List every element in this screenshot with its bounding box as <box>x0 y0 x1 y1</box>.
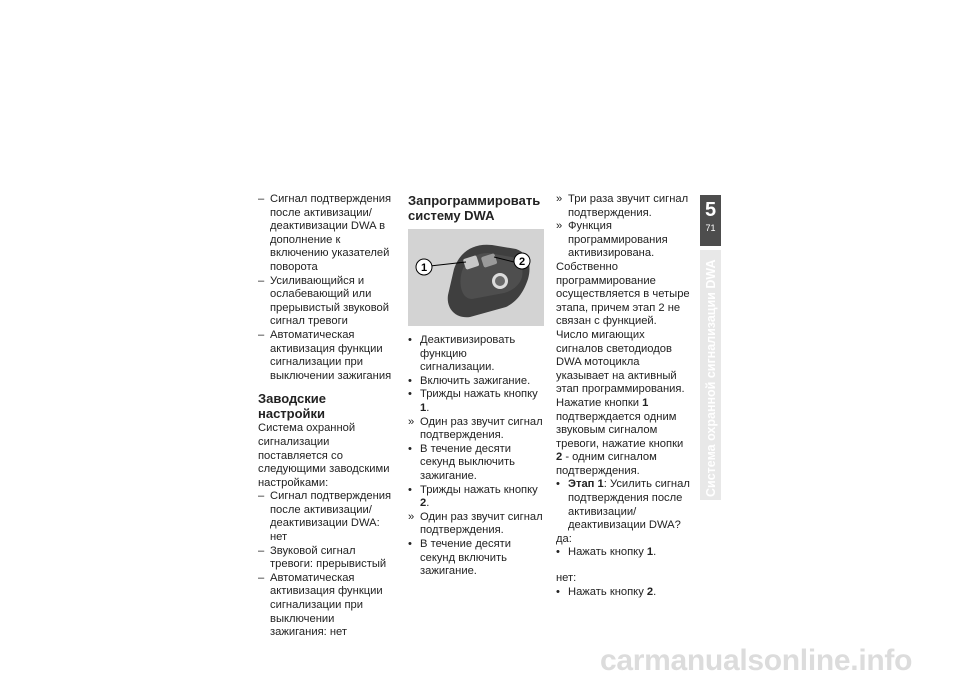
no-item: • Нажать кнопку 2. <box>556 585 657 598</box>
para-text: подтверждается одним звуковым сигналом тревоги, нажатие кнопки <box>556 410 684 450</box>
para-key-1: 1 <box>642 396 649 409</box>
para-text: - одним сигналом подтверждения. <box>556 451 657 477</box>
watermark: carmanualsonline.info <box>600 644 913 677</box>
heading-program <box>408 193 544 223</box>
list-item: • Включить зажигание. <box>408 374 531 387</box>
page-number: 71 <box>705 223 716 233</box>
yes-label: да: <box>556 532 572 545</box>
list-2 <box>258 490 392 640</box>
list-item: – Сигнал подтверждения после активизации/деактивизации DWA: нет <box>258 490 392 544</box>
column-1 <box>258 193 392 640</box>
column-2 <box>408 193 544 579</box>
step-title: Этап 1 <box>568 478 604 491</box>
label-1: 1 <box>420 262 428 274</box>
label-2: 2 <box>518 256 526 268</box>
list-item: • В течение десяти секунд выключить зажигание. <box>408 442 515 482</box>
list-item: – Автоматическая активизация функции сигнализации при выключении зажигания: нет <box>258 571 383 639</box>
list-1 <box>258 193 392 383</box>
list-item: – Автоматическая активизация функции сигнализации при выключении зажигания <box>258 328 392 382</box>
key-fob-image <box>408 229 544 326</box>
no-label: нет: <box>556 572 577 585</box>
spacer <box>556 560 692 572</box>
heading-line-1: Запрограммировать <box>408 193 541 208</box>
list-item: – Усиливающийся и ослабевающий или прерывистый звуковой сигнал тревоги <box>258 274 390 328</box>
list-item: • Трижды нажать кнопку 2. <box>408 483 538 510</box>
list-item: – Сигнал подтверждения после активизации/деактивизации DWA в дополнение к включению указателей поворота <box>258 193 392 273</box>
heading-factory-settings: Заводские настройки <box>258 391 327 422</box>
no-item-text: Нажать кнопку <box>568 585 647 598</box>
chapter-tab <box>700 195 721 246</box>
para-key-2: 2 <box>556 451 563 464</box>
step-text: : Усилить сигнал подтверждения после активизации/деактивизации DWA? <box>568 478 690 532</box>
column-3 <box>556 193 692 599</box>
chapter-number: 5 <box>704 199 717 221</box>
no-item-key: 2 <box>646 585 654 598</box>
list-item: » Функция программирования активизирована. <box>556 220 668 260</box>
paragraph: Система охранной сигнализации поставляется со следующими заводскими настройками: <box>258 422 390 489</box>
para-text: Собственно программирование осуществляется в четыре этапа, причем этап 2 не связан с функцией. Число мигающих сигналов светодиодов DWA мотоцикла указывает на активный этап программирования. Нажатие кнопки <box>556 260 690 409</box>
list-item: » Три раза звучит сигнал подтверждения. <box>556 193 689 219</box>
step-1: • Этап 1: Усилить сигнал подтверждения после активизации/деактивизации DWA? <box>556 478 690 532</box>
yes-item: • Нажать кнопку 1. <box>556 546 657 559</box>
list-item: • В течение десяти секунд включить зажигание. <box>408 537 512 578</box>
steps-list <box>408 334 544 579</box>
list-item: – Звуковой сигнал тревоги: прерывистый <box>258 544 387 571</box>
dot: . <box>653 585 657 598</box>
list-item: • Трижды нажать кнопку 1. <box>408 388 538 414</box>
section-title-vertical: Система охранной сигнализации DWA <box>704 259 718 497</box>
heading-line-2: систему DWA <box>408 208 495 223</box>
dot: . <box>653 546 657 559</box>
yes-item-text: Нажать кнопку <box>568 546 647 559</box>
list-item: • Деактивизировать функцию сигнализации. <box>408 334 516 374</box>
list-item: » Один раз звучит сигнал подтверждения. <box>408 415 543 442</box>
yes-item-key: 1 <box>646 546 654 559</box>
paragraph <box>556 261 692 479</box>
results-list <box>556 193 692 261</box>
list-item: » Один раз звучит сигнал подтверждения. <box>408 510 543 537</box>
